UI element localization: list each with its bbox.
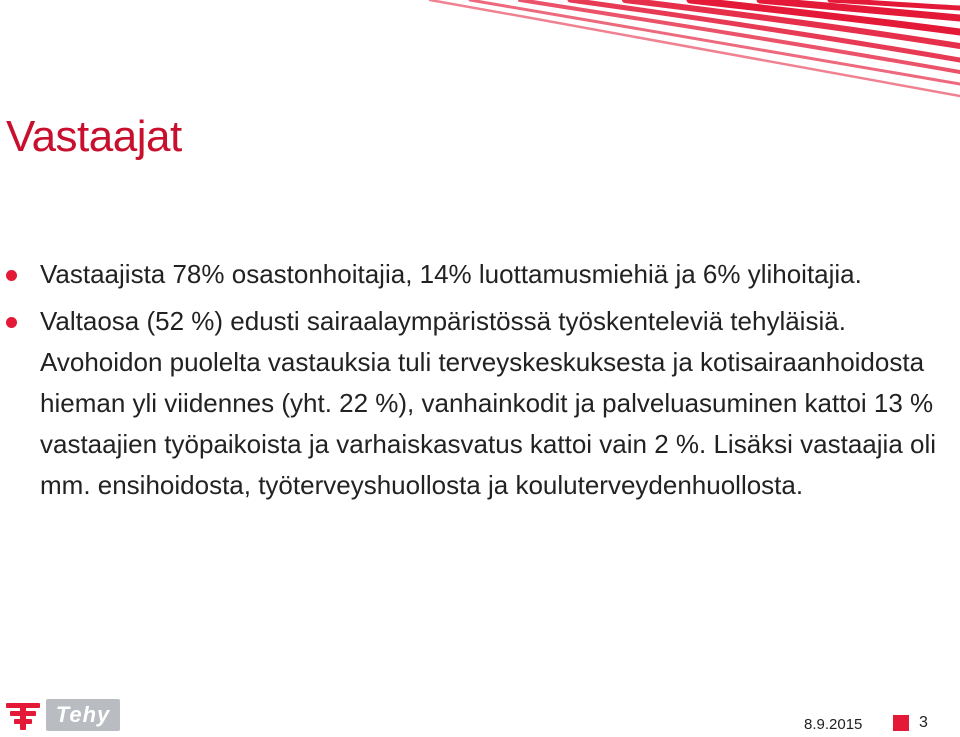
- page-number: 3: [919, 714, 928, 731]
- tehy-logo-icon: [4, 700, 42, 732]
- footer-accent-square: [893, 715, 909, 731]
- bullet-text: Vastaajista 78% osastonhoitajia, 14% luottamusmiehiä ja 6% ylihoitajia.: [40, 259, 862, 289]
- slide-title: Vastaajat: [6, 112, 182, 161]
- bullet-item: [40, 254, 940, 295]
- bullet-text: Valtaosa (52 %) edusti sairaalaympäristössä työskenteleviä tehyläisiä. Avohoidon puolelta vastauksia tuli terveyskeskuksesta ja kotisairaanhoidosta hieman yli viidennes (yht. 22 %), vanhainkodit ja palveluasuminen kattoi 13 % vastaajien työpaikoista ja varhaiskasvatus kattoi vain 2 %. Lisäksi vastaajia oli mm. ensihoidosta, työterveyshuollosta ja kouluterveydenhuollosta.: [40, 306, 937, 500]
- bullet-item: [40, 301, 940, 506]
- bullet-dot-icon: [6, 317, 17, 328]
- tehy-logo: [4, 698, 124, 734]
- bullet-dot-icon: [6, 270, 17, 281]
- bullet-list: [40, 254, 940, 506]
- logo-wordmark: Tehy: [46, 699, 120, 731]
- footer-date: 8.9.2015: [804, 716, 863, 733]
- decorative-swoosh: [0, 0, 960, 110]
